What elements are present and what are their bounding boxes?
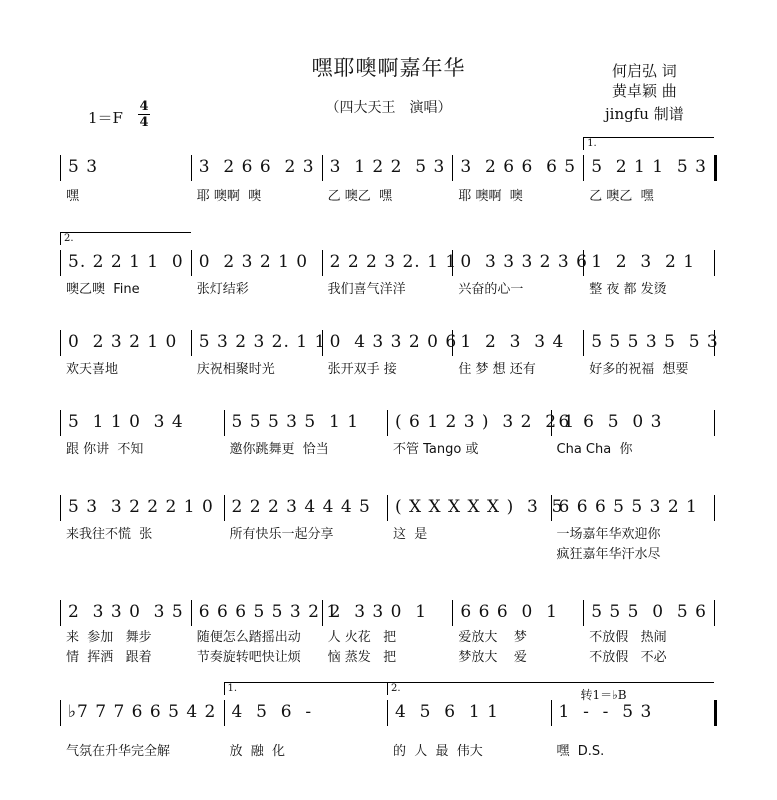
measure-notes: 2 2 2 3 2. 1 1: [329, 252, 458, 272]
lyric-line-1: 耶 噢啊 噢: [196, 189, 262, 204]
system-2: [0, 233, 777, 320]
lyric-line-1: 邀你跳舞更 恰当: [229, 442, 329, 457]
measure-notes: 5 5 5 3 5 1 1: [231, 412, 360, 432]
measure-notes: 5 3 3 2 2 2 1 0: [68, 497, 214, 517]
measure-notes: ( X X X X X ) 3 5: [395, 497, 564, 517]
composer-credit: 黄卓颖 曲: [612, 82, 677, 100]
measure-notes: 3 1 2 2 5 3: [329, 157, 446, 177]
time-sig-bottom: 4: [139, 115, 149, 130]
lyric-line-1: 这 是: [393, 527, 428, 542]
lyric-line-1: 嘿: [66, 189, 80, 204]
lyric-line-2: 恼 蒸发 把: [327, 650, 397, 665]
bar-line: [714, 600, 715, 626]
bar-line: [452, 155, 453, 181]
lyric-line-1: 乙 噢乙 嘿: [327, 189, 392, 204]
measure-notes: 5 1 1 0 3 4: [68, 412, 184, 432]
measure-notes: 5 3 2 3 2. 1 1: [198, 332, 327, 352]
bar-line: [714, 250, 715, 276]
time-signature: [138, 100, 150, 129]
lyric-line-2: 梦放大 爱: [458, 650, 527, 665]
lyric-line-1: 不放假 热闹: [589, 630, 667, 645]
bar-line: [224, 410, 225, 436]
lyric-line-1: 整 夜 都 发烫: [589, 282, 667, 297]
measure-notes: 5 2 1 1 5 3: [591, 157, 707, 177]
bar-line: [322, 155, 323, 181]
measure-notes: 5 3: [68, 157, 99, 177]
system-4: [0, 400, 777, 480]
lyric-line-2: 不放假 不必: [589, 650, 667, 665]
measure-notes: 2 2 2 3 4 4 4 5: [231, 497, 371, 517]
lyric-line-1: 来我往不慌 张: [66, 527, 153, 542]
lyricist-credit: 何启弘 词: [612, 62, 677, 80]
lyric-line-1: 噢乙噢 Fine: [66, 282, 140, 297]
lyric-line-2: 节奏旋转吧快让烦: [196, 650, 301, 665]
measure-notes: 6 6 6 5 5 3 2 1: [558, 497, 698, 517]
measure-notes: 5 5 5 3 5 5 3: [591, 332, 719, 352]
system-7: [0, 683, 777, 770]
lyric-line-1: 的 人 最 伟大: [393, 744, 483, 759]
measure-notes: 4 5 6 -: [231, 702, 313, 722]
lyric-line-1: 一场嘉年华欢迎你: [556, 527, 661, 542]
volta-bracket: 1.: [583, 137, 714, 150]
time-sig-top: 4: [139, 99, 149, 114]
lyric-line-1: 爱放大 梦: [458, 630, 527, 645]
measure-notes: 6 6 6 0 1: [460, 602, 558, 622]
arranger-credit: jingfu 制谱: [605, 105, 684, 123]
lyric-line-1: 跟 你讲 不知: [66, 442, 144, 457]
page-title: 嘿耶噢啊嘉年华: [311, 56, 466, 80]
bar-line: [714, 700, 717, 726]
lyric-line-1: 所有快乐一起分享: [229, 527, 334, 542]
bar-line: [60, 495, 61, 521]
bar-line: [714, 495, 715, 521]
measure-notes: 2 3 3 0 3 5: [68, 602, 184, 622]
measure-notes: 6 6 6 5 5 3 2 1: [198, 602, 339, 622]
bar-line: [60, 155, 61, 181]
measure-notes: 5. 2 2 1 1 0: [68, 252, 184, 272]
lyric-line-1: 随便怎么踏摇出动: [196, 630, 301, 645]
measure-notes: 0 3 3 3 2 3 6: [460, 252, 588, 272]
bar-line: [387, 495, 388, 521]
bar-line: [224, 495, 225, 521]
bar-line: [224, 700, 225, 726]
lyric-line-1: 嘿 D.S.: [556, 744, 605, 759]
system-5: [0, 485, 777, 565]
bar-line: [714, 155, 717, 181]
key-signature: 1＝F: [88, 109, 123, 127]
bar-line: [551, 700, 552, 726]
measure-notes: 0 2 3 2 1 0: [68, 332, 178, 352]
bar-line: [387, 700, 388, 726]
bar-line: [60, 250, 61, 276]
measure-notes: 0 4 3 3 2 0 6: [329, 332, 458, 352]
lyric-line-2: 疯狂嘉年华汗水尽: [556, 547, 661, 562]
lyric-line-1: 张灯结彩: [196, 282, 249, 297]
bar-line: [583, 155, 584, 181]
measure-notes: ( 6 1 2 3 ) 3 2 2 1: [395, 412, 576, 432]
lyric-line-2: 情 挥洒 跟着: [66, 650, 152, 665]
bar-line: [583, 600, 584, 626]
bar-line: [714, 410, 715, 436]
lyric-line-1: 不管 Tango 或: [393, 442, 479, 457]
bar-line: [60, 600, 61, 626]
lyric-line-1: 好多的祝福 想要: [589, 362, 689, 377]
lyric-line-1: 气氛在升华完全解: [66, 744, 171, 759]
lyric-line-1: 乙 噢乙 嘿: [589, 189, 654, 204]
bar-line: [60, 700, 61, 726]
system-3: [0, 320, 777, 400]
system-6: [0, 590, 777, 670]
measure-notes: 5 5 5 0 5 6: [591, 602, 707, 622]
page-subtitle: （四大天王 演唱）: [325, 100, 452, 116]
lyric-line-1: 放 融 化: [229, 744, 286, 759]
bar-line: [191, 600, 192, 626]
bar-line: [583, 330, 584, 356]
lyric-line-1: 欢天喜地: [66, 362, 119, 377]
measure-notes: 1 - - 5 3: [558, 702, 653, 722]
modulation-mark: 转1＝♭B: [580, 688, 627, 702]
volta-bracket: 2.: [60, 232, 191, 245]
bar-line: [322, 250, 323, 276]
system-1: [0, 138, 777, 225]
lyric-line-1: 来 参加 舞步: [66, 630, 152, 645]
lyric-line-1: 耶 噢啊 噢: [458, 189, 523, 204]
bar-line: [387, 410, 388, 436]
lyric-line-1: 人 火花 把: [327, 630, 397, 645]
lyric-line-1: 张开双手 接: [327, 362, 397, 377]
measure-notes: 6 6 5 0 3: [558, 412, 663, 432]
bar-line: [60, 410, 61, 436]
measure-notes: 0 2 3 2 1 0: [198, 252, 309, 272]
measure-notes: 1 2 3 2 1: [591, 252, 696, 272]
volta-bracket: 1.: [224, 682, 388, 695]
bar-line: [191, 330, 192, 356]
lyric-line-1: 兴奋的心一: [458, 282, 524, 297]
bar-line: [60, 330, 61, 356]
measure-notes: ♭7 7 7 6 6 5 4 2: [68, 702, 217, 722]
measure-notes: 1 2 3 3 4: [460, 332, 565, 352]
measure-notes: 2 3 3 0 1: [329, 602, 428, 622]
lyric-line-1: 庆祝相聚时光: [196, 362, 275, 377]
bar-line: [191, 155, 192, 181]
volta-bracket: 2.: [387, 682, 714, 695]
lyric-line-1: Cha Cha 你: [556, 442, 633, 457]
measure-notes: 4 5 6 1 1: [395, 702, 499, 722]
measure-notes: 3 2 6 6 2 3: [198, 157, 315, 177]
measure-notes: 3 2 6 6 6 5: [460, 157, 577, 177]
bar-line: [452, 600, 453, 626]
bar-line: [191, 250, 192, 276]
lyric-line-1: 我们喜气洋洋: [327, 282, 406, 297]
lyric-line-1: 住 梦 想 还有: [458, 362, 536, 377]
